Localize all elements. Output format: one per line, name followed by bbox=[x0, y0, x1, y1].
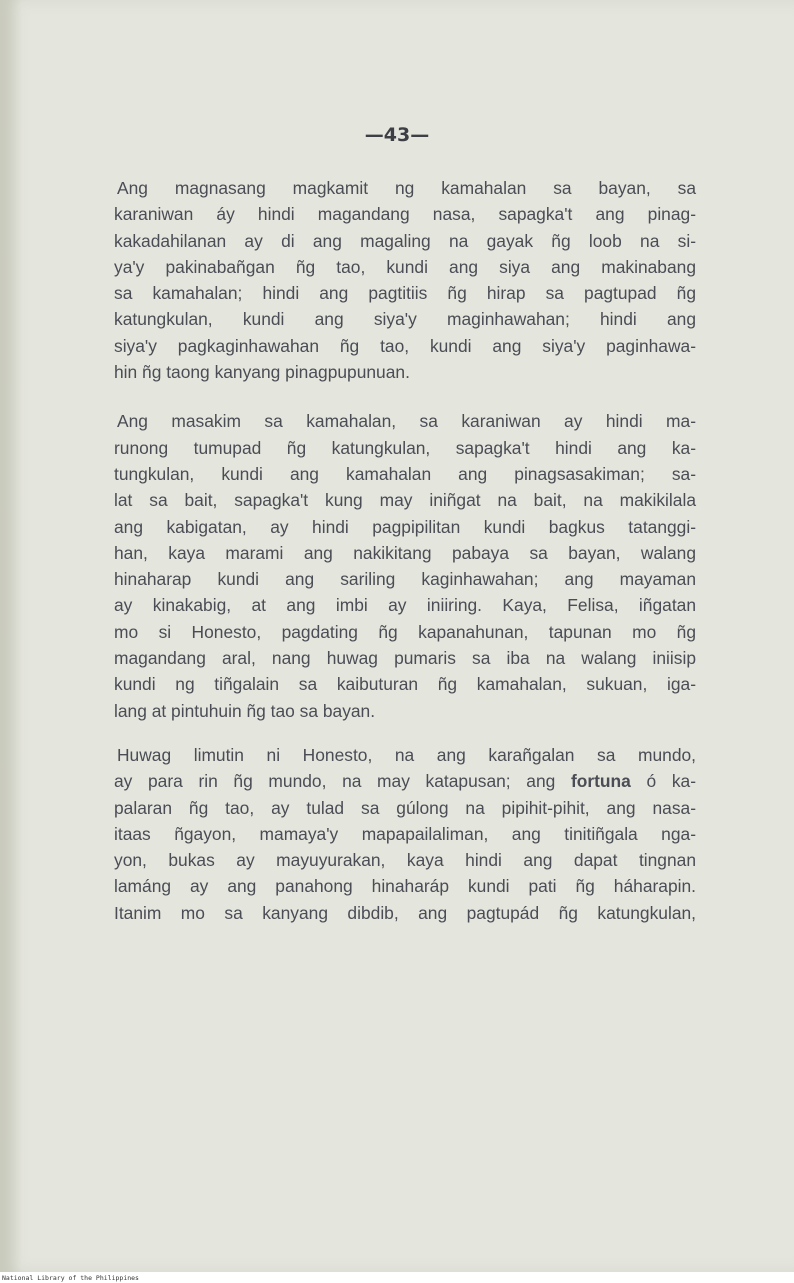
library-credit: National Library of the Philippines bbox=[2, 1274, 139, 1282]
text-line bbox=[114, 768, 696, 794]
text-line: han, kaya marami ang nakikitang pabaya sa bayan, walang bbox=[114, 542, 696, 563]
text-line: kakadahilanan ay di ang magaling na gayak ñg loob na si- bbox=[114, 230, 696, 251]
text-line: Itanim mo sa kanyang dibdib, ang pagtupád ñg katungkulan, bbox=[114, 902, 696, 923]
page-body-text bbox=[114, 175, 696, 926]
paragraph-3 bbox=[114, 742, 696, 926]
text-line: mo si Honesto, pagdating ñg kapanahunan, tapunan mo ñg bbox=[114, 621, 696, 642]
text-line: ya'y pakinabañgan ñg tao, kundi ang siya ang makinabang bbox=[114, 256, 696, 277]
text-line: runong tumupad ñg katungkulan, sapagka't hindi ang ka- bbox=[114, 437, 696, 458]
text-line: katungkulan, kundi ang siya'y maginhawahan; hindi ang bbox=[114, 309, 696, 330]
text-line: hinaharap kundi ang sariling kaginhawahan; ang mayaman bbox=[114, 569, 696, 590]
text-line: lamáng ay ang panahong hinaharáp kundi pati ñg háharapin. bbox=[114, 876, 696, 897]
text-line: tungkulan, kundi ang kamahalan ang pinagsasakiman; sa- bbox=[114, 463, 696, 484]
text-line: Ang masakim sa kamahalan, sa karaniwan ay hindi ma- bbox=[117, 411, 696, 432]
emphasized-word: fortuna bbox=[570, 771, 631, 792]
text-line: itaas ñgayon, mamaya'y mapapailaliman, ang tinitiñgala nga- bbox=[114, 823, 696, 844]
page-number: —43— bbox=[364, 124, 430, 146]
text-line: magandang aral, nang huwag pumaris sa iba na walang iniisip bbox=[114, 648, 696, 669]
text-line: lang at pintuhuin ñg tao sa bayan. bbox=[114, 700, 376, 721]
text-line: hin ñg taong kanyang pinagpupunuan. bbox=[114, 362, 410, 383]
text-line: karaniwan áy hindi magandang nasa, sapagka't ang pinag- bbox=[114, 204, 696, 225]
text-line: sa kamahalan; hindi ang pagtitiis ñg hirap sa pagtupad ñg bbox=[114, 283, 696, 304]
text-line: lat sa bait, sapagka't kung may iniñgat na bait, na makikilala bbox=[114, 490, 696, 511]
text-line: kundi ng tiñgalain sa kaibuturan ñg kamahalan, sukuan, iga- bbox=[114, 674, 696, 695]
paragraph-1 bbox=[114, 175, 696, 385]
text-line: ay kinakabig, at ang imbi ay iniiring. Kaya, Felisa, iñgatan bbox=[114, 595, 696, 616]
text-line: yon, bukas ay mayuyurakan, kaya hindi ang dapat tingnan bbox=[114, 850, 696, 871]
text-line: Ang magnasang magkamit ng kamahalan sa bayan, sa bbox=[117, 178, 696, 198]
page-gutter-shadow bbox=[0, 0, 22, 1272]
text-line: ang kabigatan, ay hindi pagpipilitan kundi bagkus tatanggi- bbox=[114, 516, 696, 537]
text-segment: ó ka- bbox=[646, 771, 696, 792]
paragraph-2 bbox=[114, 408, 696, 724]
text-line: palaran ñg tao, ay tulad sa gúlong na pipihit-pihit, ang nasa- bbox=[114, 797, 696, 818]
text-line: siya'y pagkaginhawahan ñg tao, kundi ang siya'y paginhawa- bbox=[114, 335, 696, 356]
text-segment: ay para rin ñg mundo, na may katapusan; ang bbox=[114, 771, 556, 792]
text-line: Huwag limutin ni Honesto, na ang karañgalan sa mundo, bbox=[117, 744, 696, 765]
